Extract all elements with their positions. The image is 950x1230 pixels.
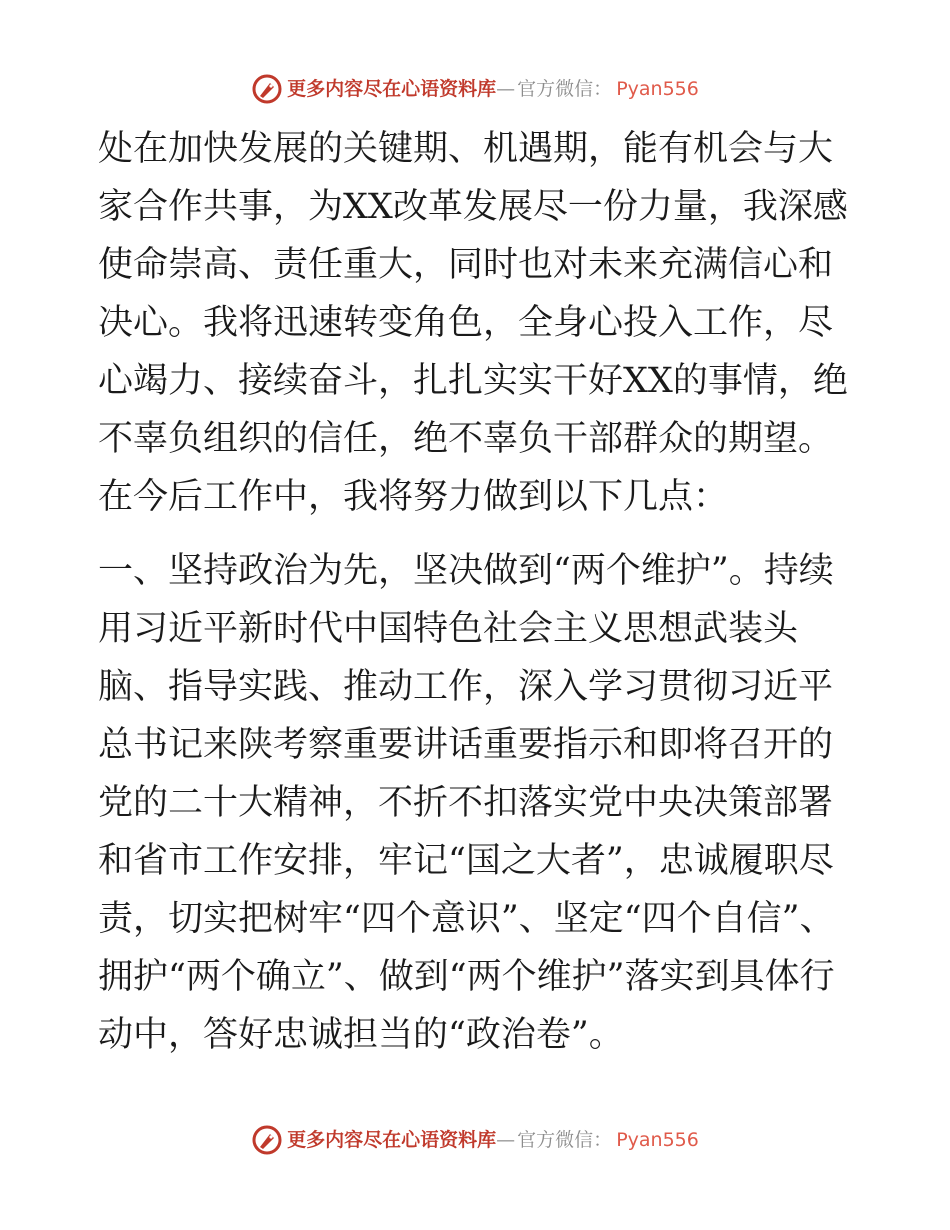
watermark-promo-text: 更多内容尽在心语资料库: [287, 78, 497, 100]
watermark-wechat-id: Pyan556: [616, 78, 699, 100]
watermark-official-label: 官方微信：: [517, 78, 613, 100]
pen-nib-logo-icon: [251, 1124, 283, 1156]
document-body: [98, 120, 858, 1064]
watermark-official-label: 官方微信：: [517, 1129, 613, 1151]
header-watermark: [0, 69, 950, 109]
paragraph-intro: 处在加快发展的关键期、机遇期，能有机会与大家合作共事，为XX改革发展尽一份力量，我深感使命崇高、责任重大，同时也对未来充满信心和决心。我将迅速转变角色，全身心投入工作，尽心竭力、接续奋斗，扎扎实实干好XX的事情，绝不辜负组织的信任，绝不辜负干部群众的期望。在今后工作中，我将努力做到以下几点：: [98, 129, 848, 517]
footer-watermark: [0, 1120, 950, 1160]
pen-nib-logo-icon: [251, 73, 283, 105]
watermark-separator: —: [496, 78, 516, 100]
watermark-wechat-id: Pyan556: [616, 1129, 699, 1151]
watermark-promo-text: 更多内容尽在心语资料库: [287, 1129, 497, 1151]
paragraph-point-one: 一、坚持政治为先，坚决做到“两个维护”。持续用习近平新时代中国特色社会主义思想武装头脑、指导实践、推动工作，深入学习贯彻习近平总书记来陕考察重要讲话重要指示和即将召开的党的二十大精神，不折不扣落实党中央决策部署和省市工作安排，牢记“国之大者”，忠诚履职尽责，切实把树牢“四个意识”、坚定“四个自信”、拥护“两个确立”、做到“两个维护”落实到具体行动中，答好忠诚担当的“政治卷”。: [98, 551, 835, 1055]
watermark-separator: —: [496, 1129, 516, 1151]
